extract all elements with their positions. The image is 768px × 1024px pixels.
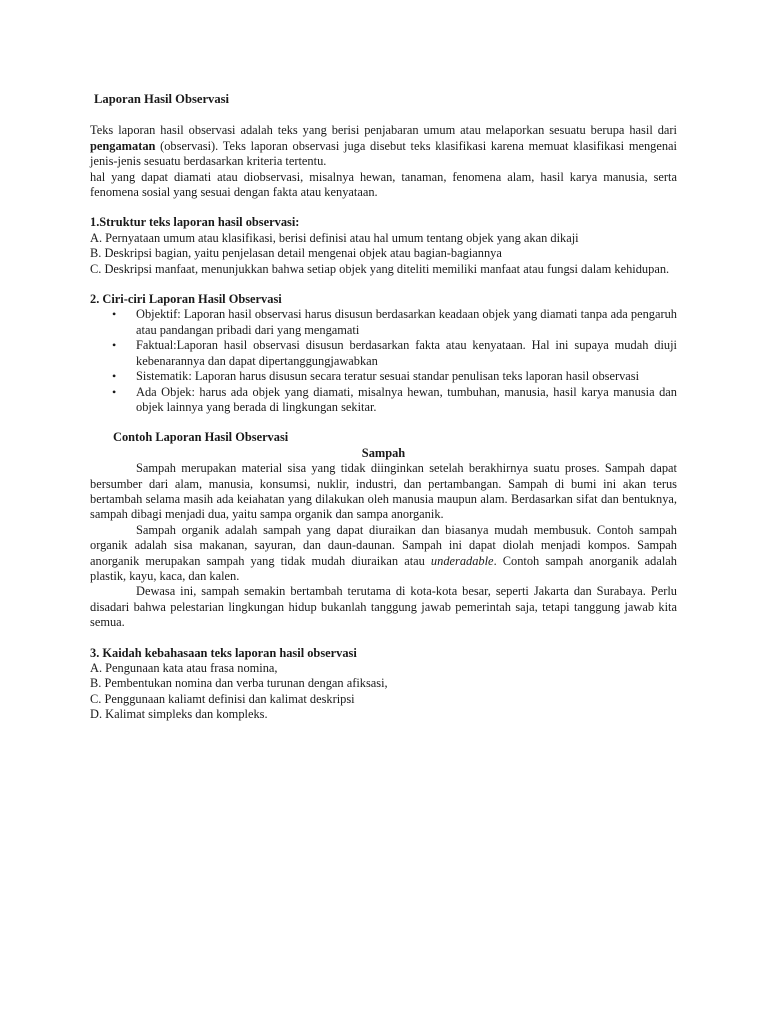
bullet-icon: •	[112, 384, 117, 399]
bullet-text: Sistematik: Laporan harus disusun secara teratur sesuai standar penulisan teks laporan hasil observasi	[136, 369, 640, 384]
section1-item-a: A. Pernyataan umum atau klasifikasi, berisi definisi atau hal umum tentang objek yang akan dikaji	[90, 230, 579, 245]
section3-item-c: C. Penggunaan kaliamt definisi dan kalimat deskripsi	[90, 691, 355, 706]
example-paragraph-1: Sampah merupakan material sisa yang tidak diinginkan setelah berakhirnya suatu proses. Sampah dapat bersumber dari alam, manusia, konsumsi, nuklir, industri, dan pertambangan. Sampah di bumi ini akan terus bertambah selama masih ada keiahatan yang dilakukan oleh manusia maupun alam. Berdasarkan sifat dan bentuknya, sampah dibagi menjadi dua, yaitu sampa organik dan sampa anorganik.	[90, 461, 677, 522]
section3-item-a: A. Pengunaan kata atau frasa nomina,	[90, 661, 278, 675]
section3-item-d: D. Kalimat simpleks dan kompleks.	[90, 707, 268, 722]
bullet-text: Faktual:Laporan hasil observasi disusun berdasarkan fakta atau kenyataan. Hal ini supaya mudah diuji kebenarannya dan dapat dipertanggungjawabkan	[136, 338, 677, 368]
section3-item-b: B. Pembentukan nomina dan verba turunan dengan afiksasi,	[90, 676, 388, 691]
intro-text-b: (observasi). Teks laporan observasi juga disebut teks klasifikasi karena memuat klasifikasi mengenai jenis-jenis sesuatu berdasarkan kriteria tertentu.	[90, 138, 677, 169]
list-item	[112, 307, 677, 338]
list-item	[112, 369, 677, 384]
intro-text-a: Teks laporan hasil observasi adalah teks yang berisi penjabaran umum atau melaporkan sesuatu berupa hasil dari	[90, 123, 677, 138]
section2-bullet-list	[90, 307, 677, 415]
bullet-text: Objektif: Laporan hasil observasi harus disusun berdasarkan keadaan objek yang diamati tanpa ada pengaruh atau pandangan pribadi dari yang mengamati	[136, 307, 677, 337]
intro-bold-term: pengamatan	[90, 138, 156, 153]
example-p2-italic-term: underadable	[430, 553, 494, 568]
list-item	[112, 384, 677, 416]
example-paragraph-3: Dewasa ini, sampah semakin bertambah terutama di kota-kota besar, seperti Jakarta dan Surabaya. Perlu disadari bahwa pelestarian lingkungan hidup bukanlah tanggung jawab pemerintah saja, tetapi tanggung jawab kita semua.	[90, 584, 677, 630]
bullet-text: Ada Objek: harus ada objek yang diamati, misalnya hewan, tumbuhan, manusia, hasil karya manusia dan objek lainnya yang berada di lingkungan sekitar.	[136, 384, 677, 414]
example-heading: Contoh Laporan Hasil Observasi	[113, 430, 289, 445]
example-subtitle: Sampah	[361, 445, 406, 460]
section2-heading: 2. Ciri-ciri Laporan Hasil Observasi	[90, 292, 282, 307]
example-p2-text-a: Sampah organik adalah sampah yang dapat diuraikan dan biasanya mudah membusuk. Contoh sampah organik adalah sisa makanan, sayuran, dan daun-daunan. Sampah ini dapat diolah menjadi kompos. Sampah anorganik merupakan sampah yang tidak mudah diuraikan atau	[90, 522, 677, 568]
bullet-icon: •	[112, 338, 117, 353]
intro-paragraph-1	[90, 123, 677, 169]
section3-heading: 3. Kaidah kebahasaan teks laporan hasil observasi	[90, 645, 357, 660]
section1-item-b: B. Deskripsi bagian, yaitu penjelasan detail mengenai objek atau bagian-bagiannya	[90, 246, 502, 261]
intro-paragraph-2: hal yang dapat diamati atau diobservasi, misalnya hewan, tanaman, fenomena alam, hasil karya manusia, serta fenomena sosial yang sesuai dengan fakta atau kenyataan.	[90, 169, 677, 200]
bullet-icon: •	[112, 369, 117, 384]
section1-heading: 1.Struktur teks laporan hasil observasi:	[90, 215, 300, 230]
list-item	[112, 338, 677, 369]
document-title: Laporan Hasil Observasi	[94, 92, 230, 106]
bullet-icon: •	[112, 307, 117, 322]
section1-item-c: C. Deskripsi manfaat, menunjukkan bahwa setiap objek yang diteliti memiliki manfaat atau fungsi dalam kehidupan.	[90, 261, 670, 276]
example-p2-text-b: . Contoh sampah anorganik adalah plastik, kayu, kaca, dan kalen.	[90, 553, 677, 583]
example-paragraph-2	[90, 523, 677, 585]
